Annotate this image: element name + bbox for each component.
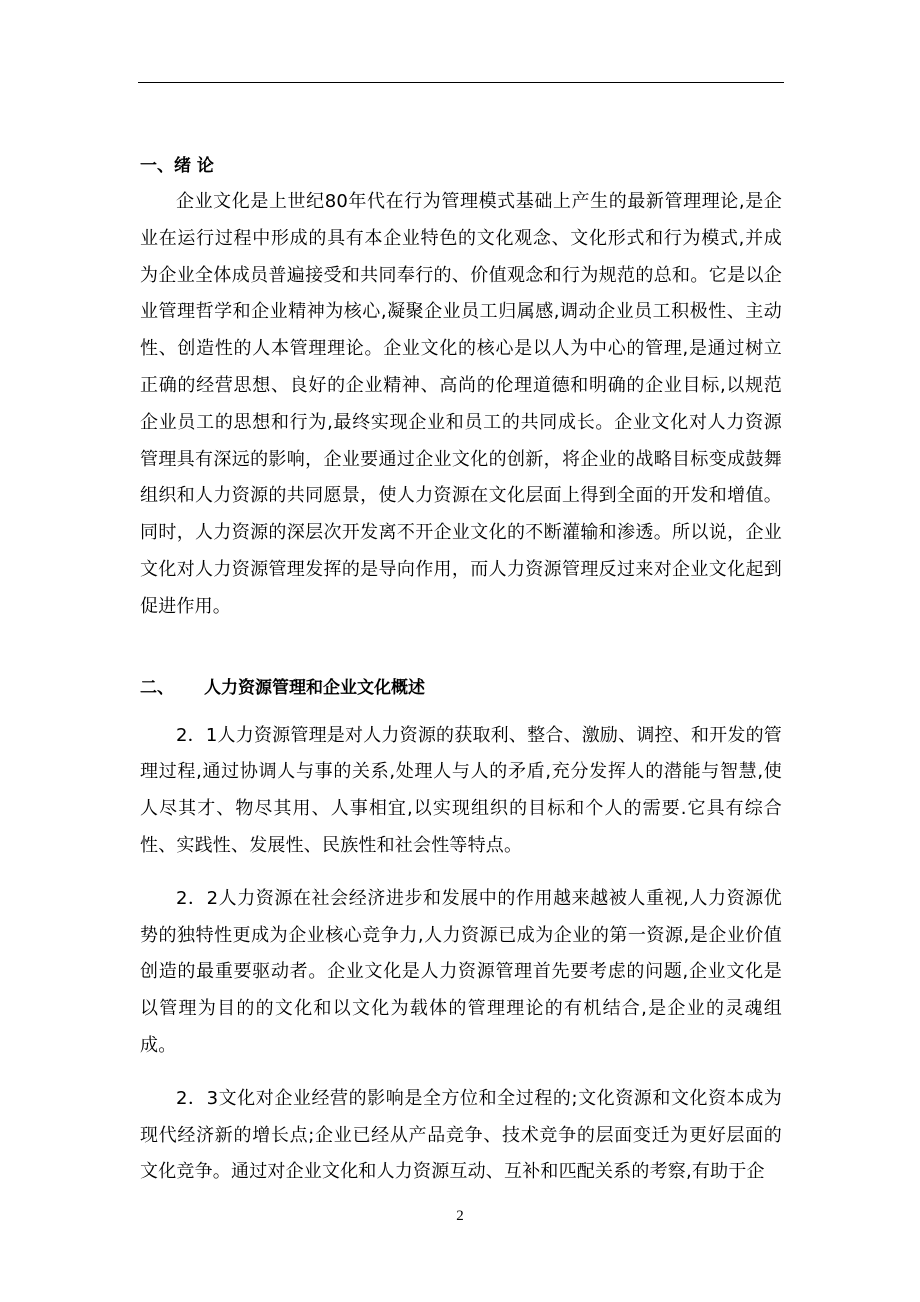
paragraph-2-2: 2．2人力资源在社会经济进步和发展中的作用越来越被人重视,人力资源优势的独特性更成为企业核心竞争力,人力资源已成为企业的第一资源,是企业价值创造的最重要驱动者。企业文化是人力资源管理首先要考虑的问题,企业文化是以管理为目的的文化和以文化为载体的管理理论的有机结合,是企业的灵魂组成。 bbox=[140, 887, 782, 1056]
document-body bbox=[140, 148, 782, 1191]
page-number: 2 bbox=[456, 1208, 464, 1224]
section-heading-introduction bbox=[140, 148, 782, 184]
section-heading-title: 人力资源管理和企业文化概述 bbox=[204, 677, 425, 698]
section-heading-text: 一、绪 论 bbox=[140, 156, 214, 176]
paragraph-2-1: 2．1人力资源管理是对人力资源的获取利、整合、激励、调控、和开发的管理过程,通过协调人与事的关系,处理人与人的矛盾,充分发挥人的潜能与智慧,使人尽其才、物尽其用、人事相宜,以实现组织的目标和个人的需要.它具有综合性、实践性、发展性、民族性和社会性等特点。 bbox=[140, 724, 782, 856]
header-rule bbox=[138, 82, 784, 83]
intro-paragraph: 企业文化是上世纪80年代在行为管理模式基础上产生的最新管理理论,是企业在运行过程中形成的具有本企业特色的文化观念、文化形式和行为模式,并成为企业全体成员普遍接受和共同奉行的、价值观念和行为规范的总和。它是以企业管理哲学和企业精神为核心,凝聚企业员工归属感,调动企业员工积极性、主动性、创造性的人本管理理论。企业文化的核心是以人为中心的管理,是通过树立正确的经营思想、良好的企业精神、高尚的伦理道德和明确的企业目标,以规范企业员工的思想和行为,最终实现企业和员工的共同成长。企业文化对人力资源管理具有深远的影响，企业要通过企业文化的创新，将企业的战略目标变成鼓舞组织和人力资源的共同愿景，使人力资源在文化层面上得到全面的开发和增值。同时，人力资源的深层次开发离不开企业文化的不断灌输和渗透。所以说，企业文化对人力资源管理发挥的是导向作用，而人力资源管理反过来对企业文化起到促进作用。 bbox=[140, 191, 782, 617]
paragraph-2-3: 2．3文化对企业经营的影响是全方位和全过程的;文化资源和文化资本成为现代经济新的增长点;企业已经从产品竞争、技术竞争的层面变迁为更好层面的文化竞争。通过对企业文化和人力资源互动、互补和匹配关系的考察,有助于企 bbox=[140, 1087, 782, 1183]
section-heading-number: 二、 bbox=[140, 677, 174, 698]
section-heading-overview bbox=[140, 670, 782, 706]
